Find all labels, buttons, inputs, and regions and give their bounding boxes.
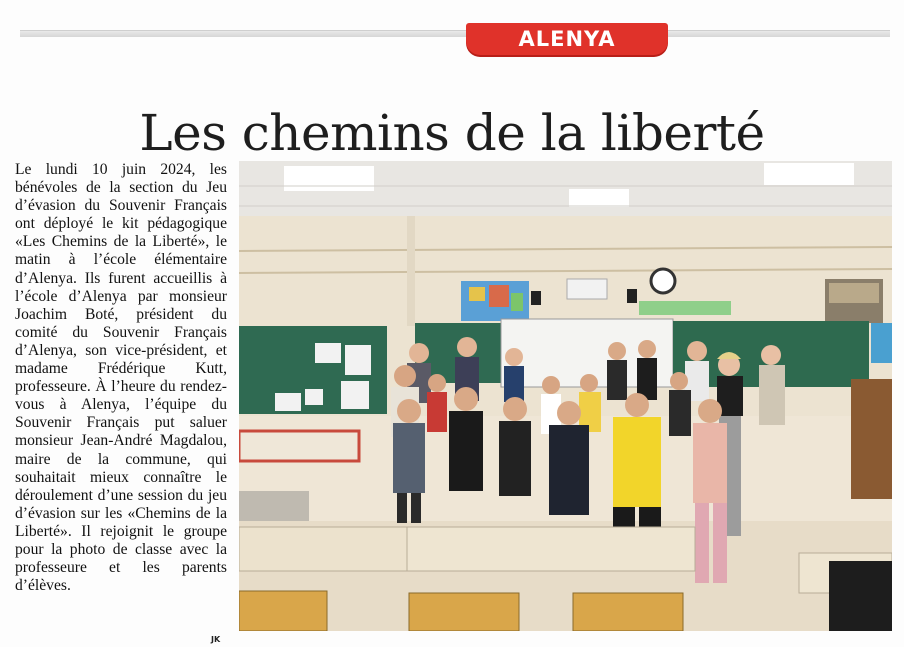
class-group-photo bbox=[239, 161, 892, 631]
byline: JK bbox=[211, 635, 221, 644]
man-in-beige-suit bbox=[759, 365, 785, 425]
front-table-left bbox=[239, 527, 429, 571]
headline: Les chemins de la liberté bbox=[139, 103, 765, 162]
ceiling-light bbox=[569, 189, 629, 207]
child-yellow-jersey bbox=[613, 417, 661, 507]
class-photo-illustration bbox=[239, 161, 892, 631]
bookshelf bbox=[851, 379, 892, 499]
top-rule bbox=[20, 30, 890, 37]
clock bbox=[651, 269, 675, 293]
section-banner-label: ALENYA bbox=[518, 27, 616, 51]
desk-left bbox=[239, 431, 359, 461]
chair bbox=[573, 593, 683, 631]
section-banner bbox=[466, 23, 668, 55]
front-table-center bbox=[407, 527, 695, 571]
chair bbox=[409, 593, 519, 631]
ceiling-light bbox=[284, 166, 374, 191]
article-body: Le lundi 10 juin 2024, les bénévoles de la section du Jeu d’évasion du Souvenir Français ont déployé le kit pédagogique «Les Chemins de la Liberté», le matin à l’école élémentaire d’Alenya. Ils furent accueillis à l’école d’Alenya par monsieur Joachim Boté, président du comité du Souvenir Français d’Alenya, son vice-président, et madame Frédérique Kutt, professeure. À l’heure du rendez-vous à Alenya, l’équipe du Souvenir Français put saluer monsieur Jean-André Magdalou, maire de la commune, qui souhaitait mieux connaître le déroulement d’une session du jeu d’évasion sur les «Chemins de la Liberté». Il rejoignit le groupe pour la photo de classe avec la professeure et les parents d’élèves. bbox=[15, 161, 227, 595]
ceiling-light bbox=[764, 163, 854, 185]
chair bbox=[239, 591, 327, 631]
